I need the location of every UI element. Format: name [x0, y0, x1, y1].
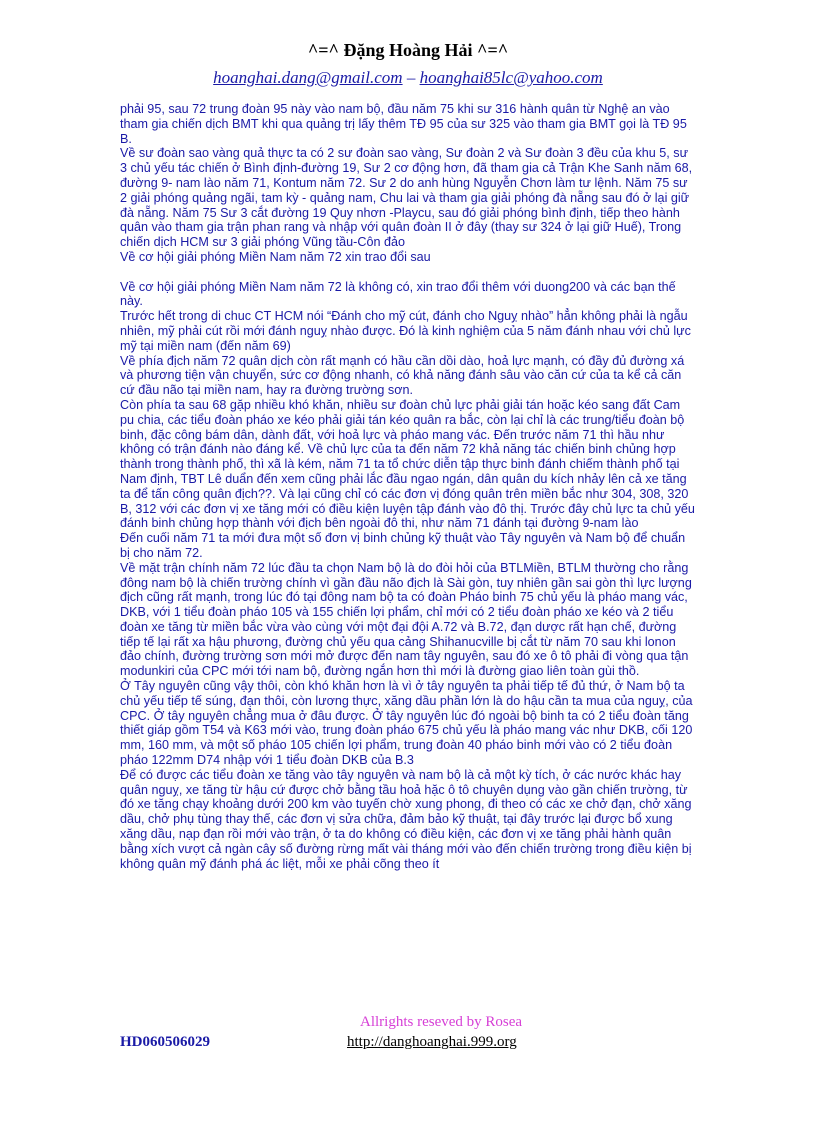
footer-copyright: Allrights reseved by Rosea: [360, 1014, 523, 1030]
paragraph: Còn phía ta sau 68 gặp nhiều khó khăn, nhiều sư đoàn chủ lực phải giải tán hoặc kéo sang đất Cam pu chia, các tiểu đoàn pháo xe kéo phải giải tán kéo quân ra bắc, còn lại chỉ là các trung/tiểu đoàn bộ binh, đặc công bám dân, dành đất, với hoả lực và pháo mang vác. Đến trước năm 71 thì hầu như không có trận đánh nào đáng kể. Về chủ lực của ta đến năm 72 khả năng tác chiến binh chủng hợp thành trong thành phố, thì xã là kém, năm 71 ta tổ chức diễn tập thực binh đánh chiếm thành phố tại Nam định, TBT Lê duẩn đến xem cũng phải lắc đầu ngao ngán, dân quân du kích nhảy lên cả xe tăng ta để tấn công quân địch??. Và lại cũng chỉ có các đơn vị đóng quân trên miền bắc như 304, 308, 320 B, 312 với các đơn vị xe tăng mới có điều kiện luyện tập đánh vào đô thị. Trước đây chủ lực ta chủ yếu đánh binh chủng hợp thành với địch bên ngoài đô thi, như năm 71 đánh tại đường 9-nam lào: [120, 397, 695, 531]
footer-website-link[interactable]: http://danghoanghai.999.org: [347, 1034, 517, 1050]
paragraph: Về sư đoàn sao vàng quả thực ta có 2 sư đoàn sao vàng, Sư đoàn 2 và Sư đoàn 3 đều của khu 5, sư 3 chủ yếu tác chiến ở Bình định-đường 19, Sư 2 cơ động hơn, đã tham gia cả Trận Khe Sanh năm 68, đường 9- nam lào năm 71, Kontum năm 72. Sư 2 do anh hùng Nguyễn Chơn làm tư lệnh. Năm 75 sư 2 giải phóng quảng ngãi, tam kỳ - quảng nam, Chu lai và tham gia giải phóng đà nẵng sau đó ở lại giữ đà nẵng. Năm 75 Sư 3 cắt đường 19 Quy nhơn -Playcu, sau đó giải phóng bình định, tiếp theo hành quân vào tham gia trận phan rang và nhập với quân đoàn II ở đây (thay sư 324 ở lại giữ Huế), Trong chiến dịch HCM sư 3 giải phóng Vũng tầu-Côn đảo: [120, 146, 693, 250]
footer-document-id: HD060506029: [120, 1034, 210, 1050]
header-contact-line: [0, 68, 816, 88]
paragraph: Trước hết trong di chuc CT HCM nói “Đánh cho mỹ cút, đánh cho Nguỵ nhào” hẳn không phải là ngẫu nhiên, mỹ phải cút rồi mới đánh nguỵ nhào được. Đó là kinh nghiệm của 5 năm đánh nhau với chủ lực mỹ tại miền nam (đến năm 69): [120, 309, 691, 353]
paragraph: Về mặt trận chính năm 72 lúc đầu ta chọn Nam bộ là do đòi hỏi của BTLMiền, BTLM thường cho rằng đông nam bộ là chiến trường chính vì gần đầu não địch là Sài gòn, tuy nhiên gần sai gòn thì lực lượng địch cũng rất mạnh, trong lúc đó tại đông nam bộ ta có đoàn Pháo binh 75 chủ yếu là pháo mang vác, DKB, với 1 tiểu đoàn pháo 105 và 155 chiến lợi phẩm, chỉ mới có 2 tiểu đoàn pháo xe kéo và 2 tiểu đoàn xe tăng từ miền bắc vừa vào cùng với một đại đội A.72 và B.72, đạn dược rất hạn chế, đường tiếp tế lại rất xa hậu phương, đường chủ yếu qua cảng Shihanucville bị cắt từ năm 70 sau khi lonon đảo chính, đường trường sơn mới mở được đến nam tây nguyên, sau đó xe ô tô phải đi vòng qua tận modunkiri của CPC mới tới nam bộ, đường ngắn hơn thì mới là đường giao liên toàn gùi thồ.: [120, 560, 692, 679]
email-separator: –: [402, 68, 420, 87]
paragraph: phải 95, sau 72 trung đoàn 95 này vào nam bộ, đầu năm 75 khi sư 316 hành quân từ Nghệ an vào tham gia chiến dịch BMT khi qua quảng trị lấy thêm TĐ 95 của sư 325 vào tham gia BMT gọi là TĐ 95 B.: [120, 102, 687, 146]
paragraph: Đến cuối năm 71 ta mới đưa một số đơn vị binh chủng kỹ thuật vào Tây nguyên và Nam bộ để chuẩn bị cho năm 72.: [120, 531, 686, 560]
paragraph: Về cơ hội giải phóng Miền Nam năm 72 là không có, xin trao đổi thêm với duong200 và các bạn thế này.: [120, 279, 676, 309]
paragraph: Về cơ hội giải phóng Miền Nam năm 72 xin trao đổi sau: [120, 249, 431, 264]
email-link-gmail[interactable]: hoanghai.dang@gmail.com: [213, 68, 403, 87]
page-header-title: ^=^ Đặng Hoàng Hải ^=^: [307, 40, 509, 60]
email-link-yahoo[interactable]: hoanghai85lc@yahoo.com: [419, 68, 603, 87]
paragraph: Ở Tây nguyên cũng vậy thôi, còn khó khăn hơn là vì ở tây nguyên ta phải tiếp tế đủ thứ, ở Nam bộ ta chủ yếu tiếp tế súng, đạn thôi, còn lương thực, xăng dầu phần lớn là do hậu cần ta mua của nguỵ, của CPC. Ở tây nguyên chẳng mua ở đâu được. Ở tây nguyên lúc đó ngoài bộ binh ta có 2 tiểu đoàn tăng thiết giáp gồm T54 và K63 mới vào, trung đoàn pháo 675 chủ yếu là pháo mang vác như DKB, cối 120 mm, 160 mm, và một số pháo 105 chiến lợi phẩm, trung đoàn 40 pháo binh mới vào có 2 tiểu đoàn pháo 122mm D74 nhập với 1 tiểu đoàn DKB của B.3: [120, 679, 693, 768]
paragraph: Để có được các tiểu đoàn xe tăng vào tây nguyên và nam bộ là cả một kỳ tích, ở các nước khác hay quân nguỵ, xe tăng từ hậu cứ được chở bằng tầu hoả hặc ô tô chuyên dụng vào gần chiến trường, từ đó xe tăng chạy khoảng dưới 200 km vào tuyến chờ xung phong, đi theo có các xe chở đạn, chở xăng dầu, chở phụ tùng thay thế, các đơn vị sửa chữa, đảm bảo kỹ thuật, tại đây trước lại được bổ xung xăng dầu, nạp đạn rồi mới vào trận, ở ta do không có điều kiện, các đơn vị xe tăng phải hành quân bằng xích vượt cả ngàn cây số đường rừng mất vài tháng mới vào đến chiến trường trong điều kiện bị không quân mỹ đánh phá ác liệt, mỗi xe phải cõng theo ít: [120, 767, 692, 871]
document-body: [120, 102, 695, 871]
paragraph: Về phía địch năm 72 quân dịch còn rất mạnh có hầu cần dồi dào, hoả lực mạnh, có đầy đủ đường xá và phương tiện vận chuyển, sức cơ động nhanh, có khả năng đánh sâu vào căn cứ của ta kể cả căn cứ đầu não tại miền nam, hay ra đường trường sơn.: [120, 353, 685, 398]
